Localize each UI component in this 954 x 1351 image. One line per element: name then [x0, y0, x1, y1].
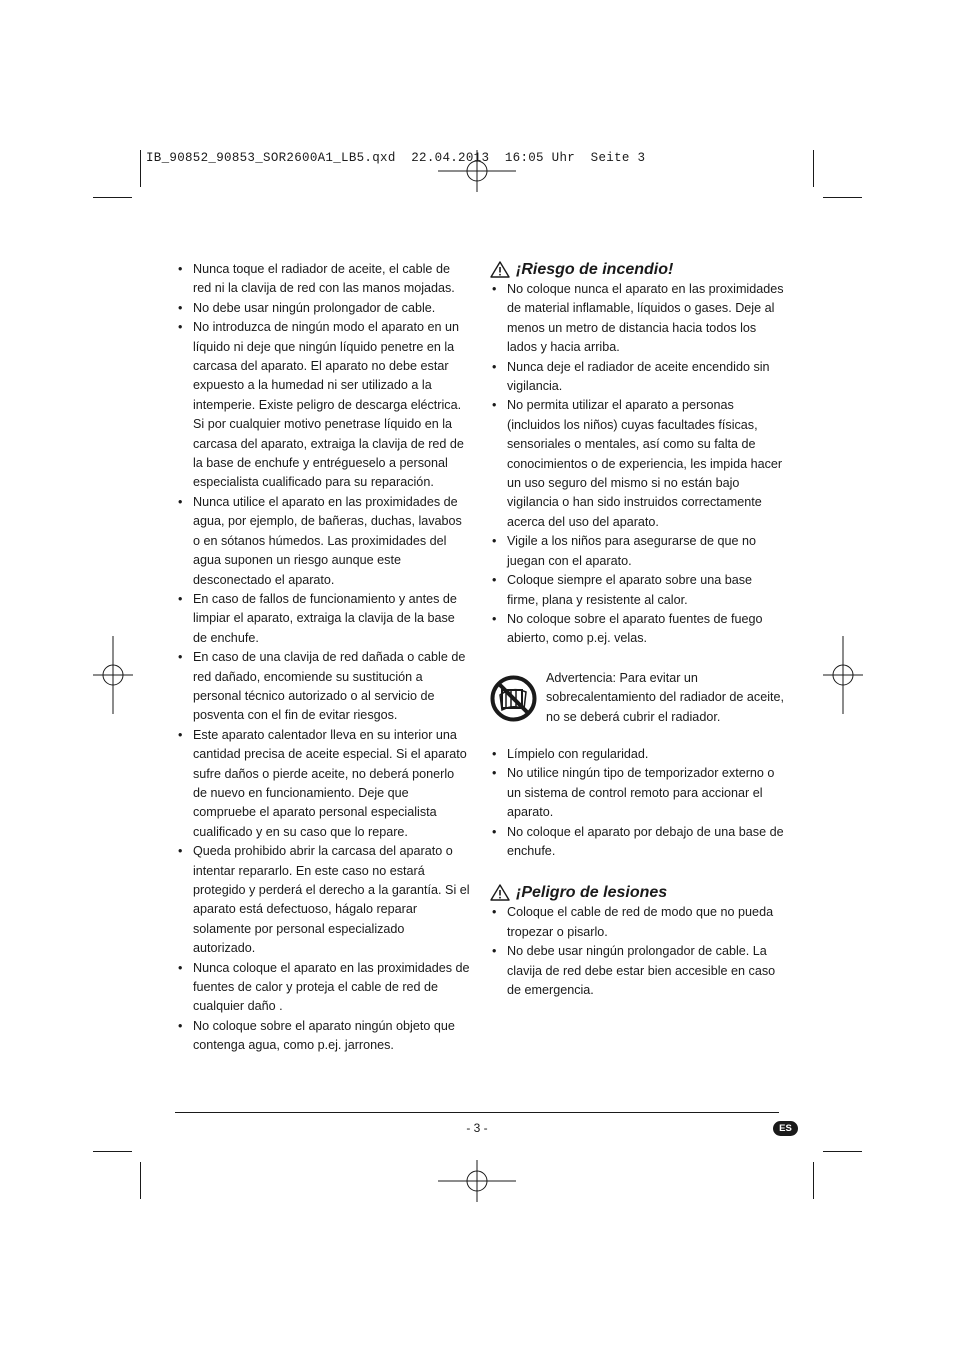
crop-mark	[823, 1151, 862, 1152]
warning-triangle-icon	[490, 261, 510, 278]
right-column	[490, 259, 785, 1000]
additional-list	[490, 745, 785, 861]
safety-list	[176, 260, 470, 1056]
injury-risk-title: ¡Peligro de lesiones	[516, 884, 668, 902]
list-item: • No introduzca de ningún modo el aparato en un líquido ni deje que ningún líquido penetre en la carcasa del aparato. El aparato no debe estar expuesto a la humedad ni ser utilizado a la intemperie. Existe peligro de descarga eléctrica. Si por cualquier motivo penetrase líquido en la carcasa del aparato, extraiga la clavija de red de la base de enchufe y entrégueselo a personal especialista cualificado para su reparación.	[176, 318, 470, 493]
list-item: • Queda prohibido abrir la carcasa del aparato o intentar repararlo. En este caso no estará protegido y perderá el derecho a la garantía. Si el aparato está defectuoso, hágalo reparar solamente por personal especializado autorizado.	[176, 842, 470, 958]
crop-mark	[813, 150, 814, 187]
list-item: • No coloque el aparato por debajo de una base de enchufe.	[490, 823, 785, 862]
footer-divider	[175, 1112, 779, 1113]
registration-mark-bottom	[438, 1160, 516, 1202]
file-info-header: IB_90852_90853_SOR2600A1_LB5.qxd 22.04.2013 16:05 Uhr Seite 3	[146, 151, 646, 165]
crop-mark	[140, 1162, 141, 1199]
left-column	[176, 260, 470, 1056]
crop-mark	[93, 197, 132, 198]
list-item: • No debe usar ningún prolongador de cable. La clavija de red debe estar bien accesible en caso de emergencia.	[490, 942, 785, 1000]
list-item: • No coloque sobre el aparato fuentes de fuego abierto, como p.ej. velas.	[490, 610, 785, 649]
list-item: • No coloque sobre el aparato ningún objeto que contenga agua, como p.ej. jarrones.	[176, 1017, 470, 1056]
list-item: • En caso de una clavija de red dañada o cable de red dañado, encomiende su sustitución a personal técnico autorizado o al servicio de posventa con el fin de evitar riesgos.	[176, 648, 470, 726]
list-item: • No permita utilizar el aparato a personas (incluidos los niños) cuyas facultades físicas, sensoriales o mentales, así como su falta de conocimientos o de experiencia, les impida hacer un uso seguro del mismo si no están bajo vigilancia o han sido instruidos correctamente acerca del uso del aparato.	[490, 396, 785, 532]
crop-mark	[140, 150, 141, 187]
do-not-cover-icon	[490, 675, 537, 722]
injury-risk-heading	[490, 882, 785, 903]
list-item: • Vigile a los niños para asegurarse de que no juegan con el aparato.	[490, 532, 785, 571]
list-item: • Nunca toque el radiador de aceite, el cable de red ni la clavija de red con las manos mojadas.	[176, 260, 470, 299]
list-item: • No utilice ningún tipo de temporizador externo o un sistema de control remoto para accionar el aparato.	[490, 764, 785, 822]
registration-mark-left	[93, 636, 133, 714]
warning-triangle-icon	[490, 884, 510, 901]
crop-mark	[823, 197, 862, 198]
warning-text: Advertencia: Para evitar un sobrecalentamiento del radiador de aceite, no se deberá cubrir el radiador.	[546, 670, 785, 724]
page-number: - 3 -	[466, 1121, 488, 1135]
list-item: • Coloque siempre el aparato sobre una base firme, plana y resistente al calor.	[490, 571, 785, 610]
fire-risk-title: ¡Riesgo de incendio!	[516, 261, 674, 278]
list-item: • Nunca coloque el aparato en las proximidades de fuentes de calor y proteja el cable de red de cualquier daño .	[176, 959, 470, 1017]
list-item: • En caso de fallos de funcionamiento y antes de limpiar el aparato, extraiga la clavija de la base de enchufe.	[176, 590, 470, 648]
crop-mark	[813, 1162, 814, 1199]
fire-risk-heading	[490, 259, 785, 280]
list-item: • Este aparato calentador lleva en su interior una cantidad precisa de aceite especial. Si el aparato sufre daños o pierde aceite, no deberá ponerlo de nuevo en funcionamiento. Deje que compruebe el aparato personal especialista cualificado y en su caso que lo repare.	[176, 726, 470, 842]
list-item: • Nunca utilice el aparato en las proximidades de agua, por ejemplo, de bañeras, duchas, lavabos o en sótanos húmedos. Las proximidades del agua suponen un riesgo aunque este desconectado el aparato.	[176, 493, 470, 590]
crop-mark	[93, 1151, 132, 1152]
list-item: • No coloque nunca el aparato en las proximidades de material inflamable, líquidos o gases. Deje al menos un metro de distancia hacia todos los lados y hacia arriba.	[490, 280, 785, 358]
list-item: • Nunca deje el radiador de aceite encendido sin vigilancia.	[490, 358, 785, 397]
list-item: • Coloque el cable de red de modo que no pueda tropezar o pisarlo.	[490, 903, 785, 942]
do-not-cover-warning	[490, 669, 785, 727]
list-item: • No debe usar ningún prolongador de cable.	[176, 299, 470, 318]
language-badge: ES	[773, 1121, 798, 1136]
injury-risk-list	[490, 903, 785, 1000]
fire-risk-list	[490, 280, 785, 649]
registration-mark-right	[823, 636, 863, 714]
list-item: • Límpielo con regularidad.	[490, 745, 785, 764]
